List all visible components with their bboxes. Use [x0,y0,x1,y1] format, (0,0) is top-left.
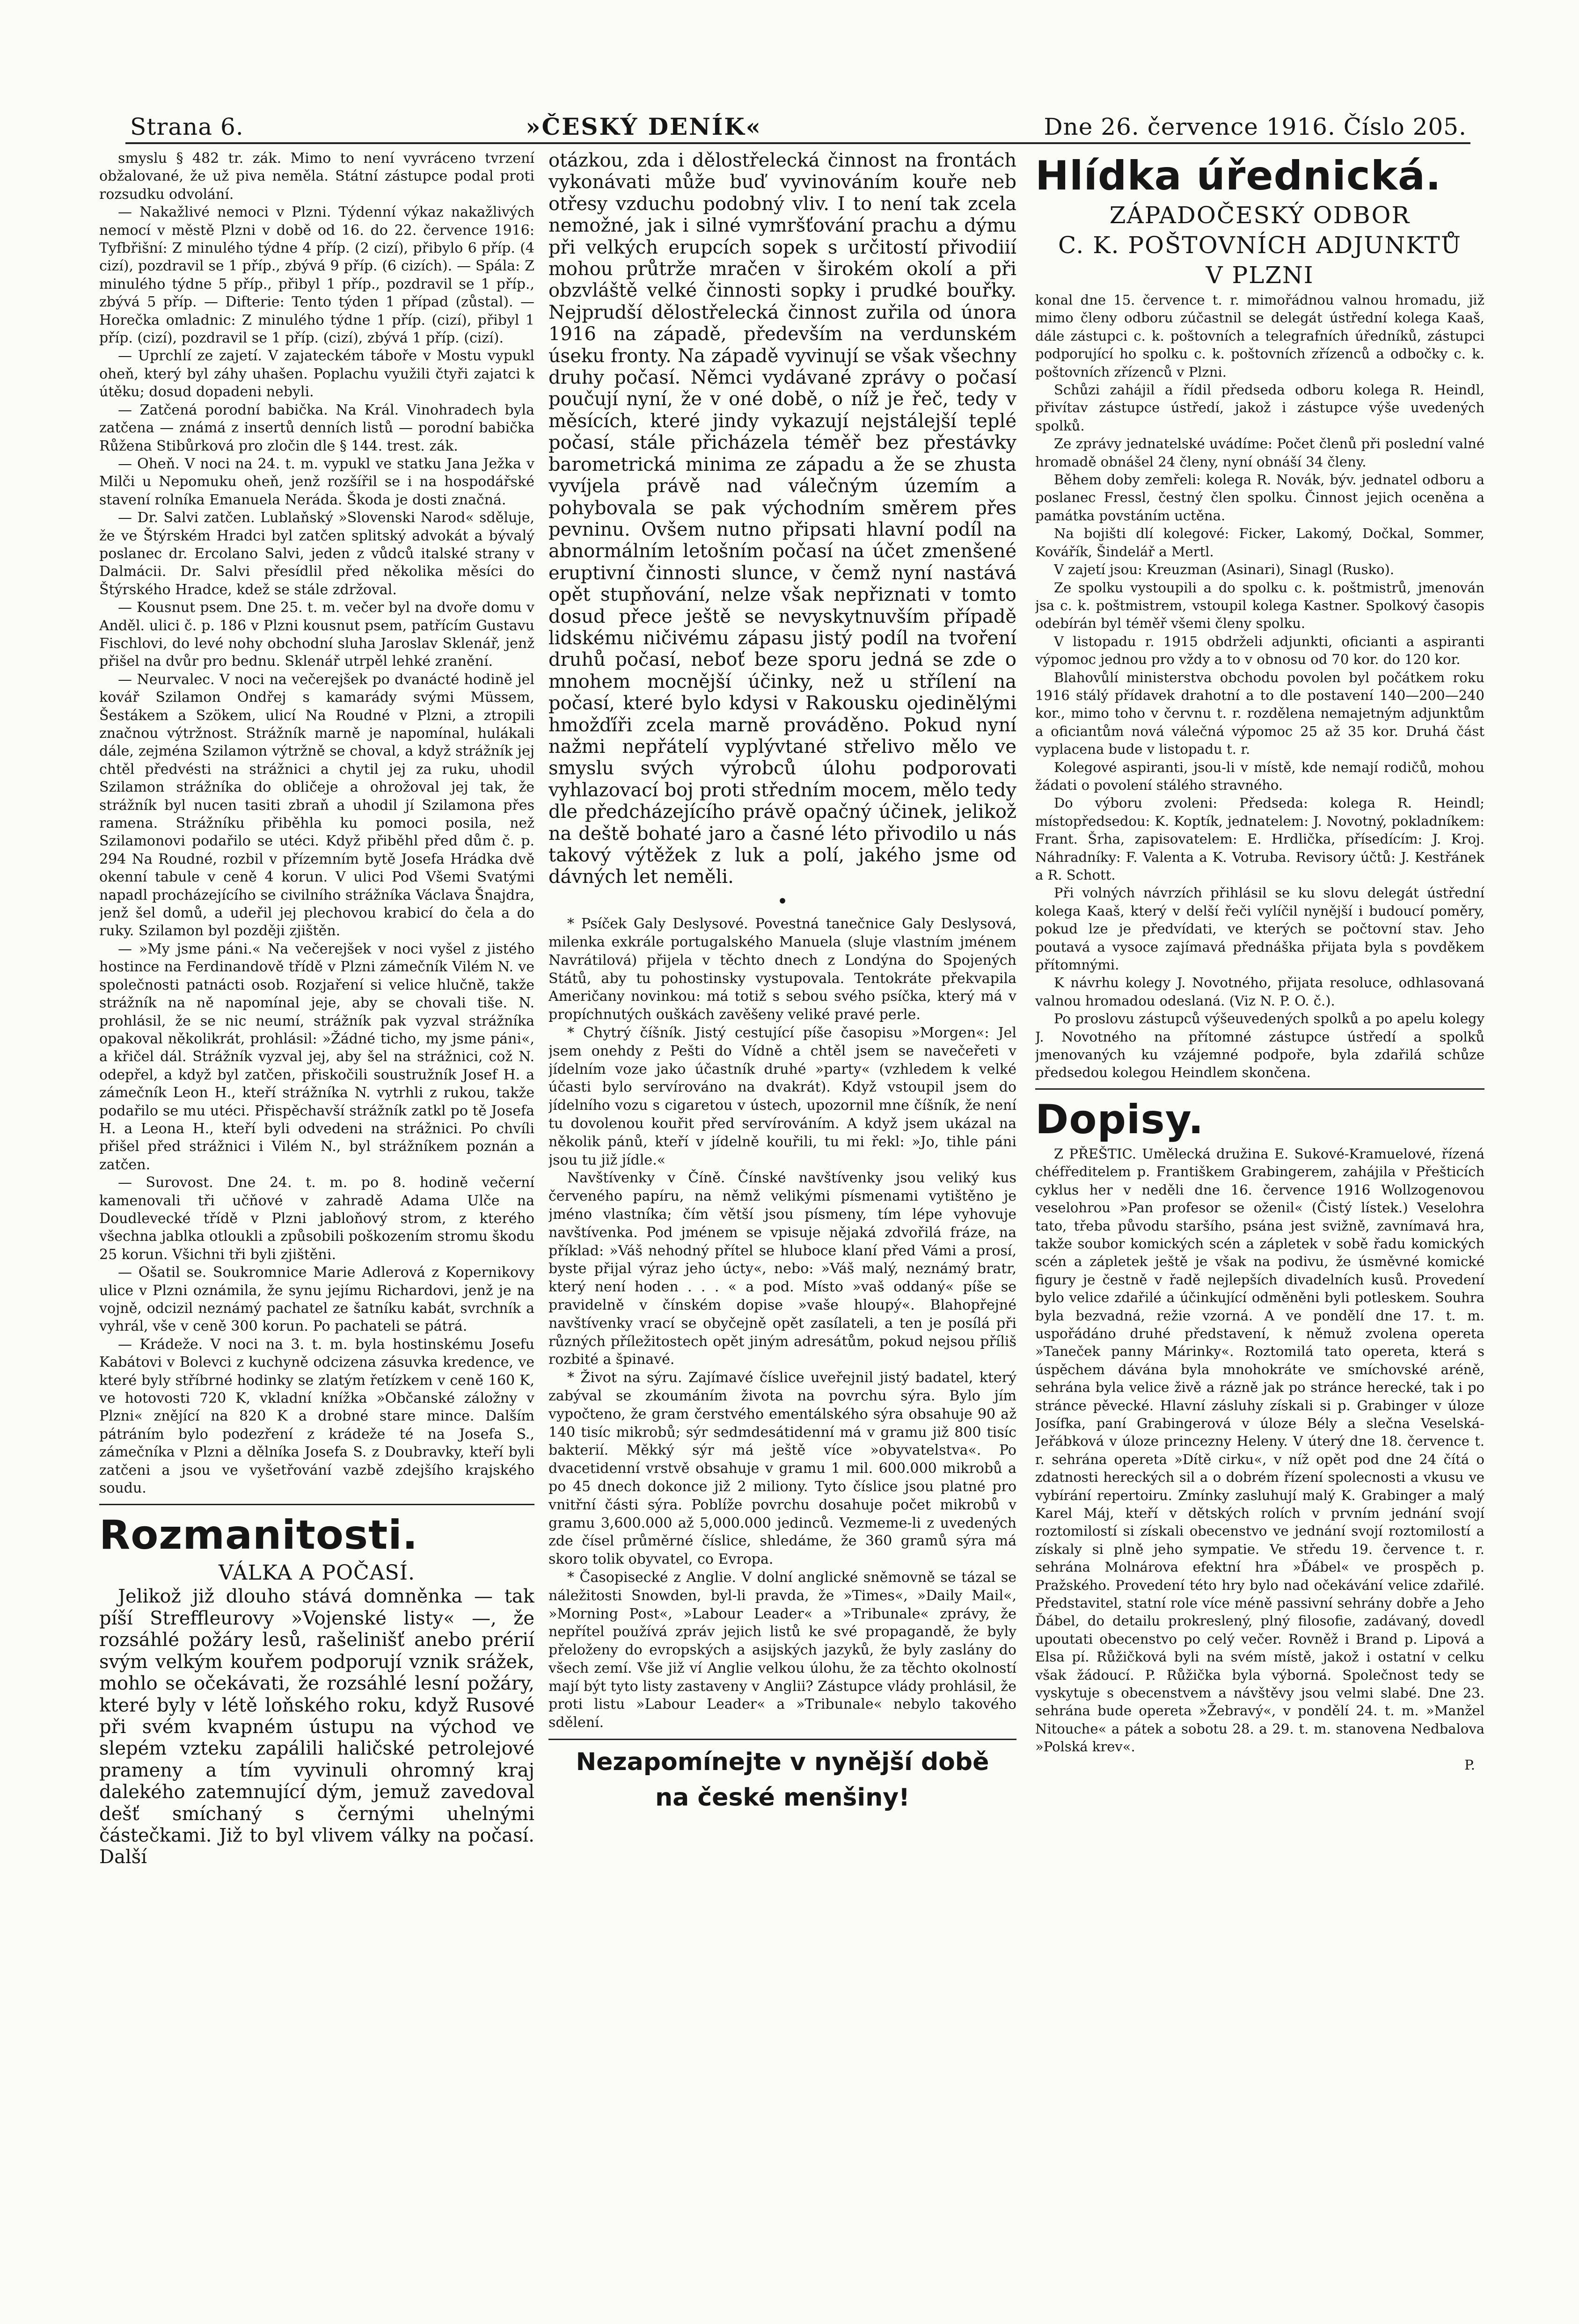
news-item: — Kousnut psem. Dne 25. t. m. večer byl na dvoře domu v Anděl. ulici č. p. 186 v Plzni kousnut psem, patřícím Gustavu Fischlovi, do levé nohy obchodní sluha Jaroslav Sklenář, jenž přišel na dvůr pro bednu. Sklenář utrpěl lehké zranění. [99,599,534,670]
news-item: * Časopisecké z Anglie. V dolní anglické sněmovně se tázal se náležitosti Snowden, byl-li pravda, že »Times«, »Daily Mail«, »Morning Post«, »Labour Leader« a »Tribunale« zprávy, že nepřítel používá zpráv jejich listů ke své propagandě, že byly přeloženy do evropských a asijských jazyků, že byly zaslány do všech zemí. Vše již ví Anglie velkou úlohu, že za těchto okolností mají být tyto listy zastaveny v Anglii? Zástupce vlády prohlásil, že proti listu »Labour Leader« a »Tribunale« nebylo takového sdělení. [548,1569,1016,1731]
news-item: smyslu § 482 tr. zák. Mimo to není vyvráceno tvrzení obžalované, že už piva neměla. Státní zástupce podal proti rozsudku odvolání. [99,150,534,203]
report-paragraph: Ze zprávy jednatelské uvádíme: Počet členů při poslední valné hromadě obnášel 24 členy, nyní obnáší 34 členy. [1035,436,1484,470]
news-item: — Dr. Salvi zatčen. Lublaňský »Slovenski Narod« sděluje, že ve Štýrském Hradci byl zatčen splitský advokát a bývalý poslanec dr. Ercolano Salvi, jeden z vůdců italské strany v Dalmácii. Dr. Salvi přesídlil před několika měsíci do Štýrského Hradce, kdež se stále zdržoval. [99,510,534,598]
article-continuation: otázkou, zda i dělostřelecká činnost na frontách vykonávati může buď vyvinováním kouře neb otřesy vzduchu podobný vliv. I to není tak zcela nemožné, jak i silné vymršťování prachu a dýmu při velkých erupcích sopek s určitostí přivodiií mohou průtrže mračen v širokém okolí a při obzvláště velké činnosti sopky i prudké bouřky. Nejprudší dělostřelecká činnost zuřila od února 1916 na západě, především na verdunském úseku fronty. Na západě vyvinují se však všechny druhy počasí. Němci vydávané zprávy o počasí poučují nyní, že v oné době, o níž je řeč, tedy v měsících, které jindy vykazují nejstálejší teplé počasí, stále přicházela téměř bez přestávky barometrická minima ze západu a že se zhusta vyvíjela právě nad válečným územím a pohybovala se pak východním směrem přes pevninu. Ovšem nutno připsati hlavní podíl na abnormálním letošním počasí na účet zmenšené eruptivní činnosti slunce, v čemž nyní nastává opět stupňování, nelze však nepřiznati v tomto dosud přece ještě se nevyskytnuvším případě lidskému ničivému zápasu jistý podíl na tvoření druhů počasí, neboť beze sporu jedná se zde o mnohem mocnější účinky, než u střílení na počasí, které bylo kdysi v Rakousku ojedinělými hmožďíři zcela marně prováděno. Pokud nyní nažmi nepřátelí vyplývtané střelivo mělo ve smyslu svých výrobců úlohu podporovati vyhlazovací boj proti středním mocem, mělo tedy dle předcházejícího právě opačný účinek, jelikož na deště bohaté jaro a časné léto přivodilo u nás takový výtěžek z luk a polí, jakého jsme od dávných let neměli. [548,150,1016,888]
news-item: Navštívenky v Číně. Čínské navštívenky jsou veliký kus červeného papíru, na němž velikými písmenami vytištěno je jméno vlastníka; čím větší jsou písmeny, tím lépe vyhovuje navštívenka. Pod jménem se vpisuje nějaká zdvořilá fráze, na příklad: »Váš nehodný přítel se hluboce klaní před Vámi a prosí, byste přijal výraz jeho úcty«, nebo: »Váš malý, neznámý bratr, který není hoden . . . « a pod. Místo »vaš oddaný« píše se pravidelně v čínském dopise »vaše hloupý«. Blahopřejné navštívenky vrací se obyčejně opět zasílateli, a ten je posílá při různých příležitostech opět jiným adresátům, pokud nejsou příliš rozbité a špinavé. [548,1170,1016,1368]
news-item: * Život na sýru. Zajímavé číslice uveřejnil jistý badatel, který zabýval se zkoumáním života na povrchu sýra. Bylo jím vypočteno, že gram čerstvého ementálského sýra obsahuje 90 až 140 tisíc mikrobů; sýr sedmdesátidenní má v gramu již 800 tisíc bakterií. Měkký sýr má ještě více »obyvatelstva«. Po dvacetidenní vrstvě obsahuje v gramu 1 mil. 600.000 mikrobů a po 45 dnech dokonce již 2 miliony. Tyto číslice jsou platné pro vnitřní části sýra. Poblíže povrchu dosahuje počet mikrobů v gramu 3,600.000 až 5,000.000 jedinců. Vezmeme-li z uvedených zde čísel průměrné číslice, shledáme, že 360 gramů sýra má skoro tolik obyvatel, co Evropa. [548,1370,1016,1568]
appeal-line-2: na české menšiny! [655,1784,910,1812]
report-paragraph: Do výboru zvoleni: Předseda: kolega R. Heindl; místopředsedou: K. Koptík, jednatelem: J. Novotný, pokladníkem: Frant. Šrha, zapisovatelem: E. Hrdlička, přísedícím: J. Kroj. Náhradníky: F. Valenta a K. Votruba. Revisory účtů: J. Kestřánek a R. Schott. [1035,795,1484,883]
news-item: — Surovost. Dne 24. t. m. po 8. hodině večerní kamenovali tři učňové v zahradě Adama Ulče na Doudlevecké třídě v Plzni jabloňový strom, z kterého všechna jablka otloukli a způsobili poškozením stromu škodu 25 korun. Všichni tři byli zjištěni. [99,1174,534,1263]
news-item: — Zatčená porodní babička. Na Král. Vinohradech byla zatčena — známá z insertů denních listů — porodní babička Růžena Stibůrková pro zločin dle § 144. trest. zák. [99,401,534,454]
report-paragraph: Schůzi zahájil a řídil předseda odboru kolega R. Heindl, přivítav zástupce ústředí, jakož i zástupce výše uvedených spolků. [1035,382,1484,434]
news-item: * Psíček Galy Deslysové. Povestná tanečnice Galy Deslysová, milenka exkrále portugalského Manuela (sluje vlastním jménem Navrátilová) přijela v těchto dnech z Londýna do Spojených Států, aby tu pohostinsky vystupovala. Tentokráte překvapila Američany novinkou: má totiž s sebou svého psíčka, který má v propíchnutých ouškách zavěšeny veliké pravé perle. [548,916,1016,1023]
news-item: — Ošatil se. Soukromnice Marie Adlerová z Kopernikovy ulice v Plzni oznámila, že synu jejímu Richardovi, jenž je na vojně, odcizil neznámý pachatel ze šatníku kabát, svrchník a vyhrál, vše v ceně 300 korun. Po pachateli se pátrá. [99,1264,534,1335]
news-item: — »My jsme páni.« Na večerejšek v noci vyšel z jistého hostince na Ferdinandově třídě v Plzni zámečník Vilém N. ve společnosti patnácti osob. Rozjaření si velice hlučně, takže strážník na ně napomínal jeje, aby se chovali tiše. N. prohlásil, že se nic neumí, strážník pak vyzval strážníka opakoval několikrát, prohlásil: »Žádné ticho, my jsme páni«, a křičel dál. Strážník vyzval jej, aby šel na strážnici, což N. odepřel, a když byl zatčen, přiskočili soustružník Josef H. a zámečník Leon H., kteří strážníka N. vytrhli z rukou, takže podařilo se mu utéci. Přispěchavší strážník zatkl po tě Josefa H. a Leona H., kteří byli odvedeni na strážnici. Po chvíli přišel před strážnici i Vilém N., byl strážníkem poznán a zatčen. [99,940,534,1173]
news-item: — Neurvalec. V noci na večerejšek po dvanácté hodině jel kovář Szilamon Ondřej s kamarády svými Müssem, Šestákem a Szökem, ulicí Na Roudné v Plzni, a ztropili značnou výtržnost. Strážník marně je napomínal, hulákali dále, zejména Szilamon výtržně se choval, a když strážník jej chtěl předvésti na strážnici a chytil jej za ruku, uhodil Szilamon strážníka do obličeje a ohrožoval jej tak, že strážník byl nucen tasiti zbraň a uhodil jí Szilamona přes ramena. Strážníku přiběhla ku pomoci posila, než Szilamonovi podařilo se utéci. Když přiběhl před dům č. p. 294 Na Roudné, rozbil v přízemním bytě Josefa Hrádka dvě okenní tabule v ceně 4 korun. V ulici Pod Všemi Svatými napadl procházejícího se civilního strážníka Václava Šnajdra, jenž šel domů, a udeřil jej plechovou krabicí do čela a do ruky. Szilamon byl později zjištěn. [99,671,534,940]
section-divider [548,1739,1016,1740]
page-header [130,107,1467,140]
column-3 [1035,150,1484,2302]
subheading-1: ZÁPADOČESKÝ ODBOR [1109,202,1411,229]
report-paragraph: V zajetí jsou: Kreuzman (Asinari), Sinagl (Rusko). [1054,561,1395,578]
section-divider [99,1504,534,1505]
page-number: Strana 6. [130,113,244,140]
report-paragraph: Během doby zemřeli: kolega R. Novák, býv. jednatel odboru a poslanec Fressl, čestný člen spolku. Činnost jejich oceněna a památka povstáním uctěna. [1035,472,1484,524]
report-paragraph: Ze spolku vystoupili a do spolku c. k. poštmistrů, jmenován jsa c. k. poštmistrem, vstoupil kolega Kastner. Spolkový časopis odebírán byl téměř všemi členy spolku. [1035,579,1484,632]
section-heading-dopisy: Dopisy. [1035,1096,1204,1143]
section-heading-rozmanitosti: Rozmanitosti. [99,1512,418,1559]
report-paragraph: V listopadu r. 1915 obdrželi adjunkti, oficianti a aspiranti výpomoc jednou pro vždy a to v obnosu od 70 kor. do 120 kor. [1035,633,1484,668]
column-2 [548,150,1016,2269]
appeal-line-1: Nezapomínejte v nynější době [576,1748,989,1777]
subheading-2: C. K. POŠTOVNÍCH ADJUNKTŮ [1058,232,1462,259]
separator-dot: • [777,890,788,912]
subheading-3: V PLZNI [1206,262,1314,289]
signature: P. [1464,1756,1475,1773]
section-heading-hlidka: Hlídka úřednická. [1035,153,1441,199]
news-item: — Uprchlí ze zajetí. V zajateckém táboře v Mostu vypukl oheň, který byl záhy uhašen. Poplachu využili čtyři zajatci k útěku; dosud dopadeni nebyli. [99,348,534,401]
article-body: Jelikož již dlouho stává domněnka — tak píší Streffleurovy »Vojenské listy« —, že rozsáhlé požáry lesů, rašelinišť anebo prérií svým velkým kouřem podporují vznik srážek, mohlo se očekávati, že rozsáhlé lesní požáry, které byly v létě loňského roku, když Rusové při svém kvapném ústupu na východ ve slepém vzteku zapálili haličské petrolejové prameny a tím vyvinuli ohromný kraj dalekého zatemnující dým, jemuž zavedoval dešť smíchaný s černými uhelnými částečkami. Již to byl vlivem války na počasí. Další [99,1586,534,1868]
article-title: VÁLKA A POČASÍ. [218,1561,416,1585]
letter-body: Z PŘEŠTIC. Umělecká družina E. Sukové-Kramuelové, řízená chéfředitelem p. Františkem Grabingerem, zahájila v Přešticích cyklus her v neděli dne 16. července 1916 Wollzogenovou veselohrou »Pan profesor se oženil« (Čistý lístek.) Veselohra tato, třeba původu staršího, psána jest svižně, zavnímavá hra, takže soubor komických scén a zápletek v sobě řadu komických scén a zápletek ještě je však na podivu, že úsměvné komické figury je čestně v řadě nejlepších divadelních kusů. Provedení bylo velice zdařilé a účinkující odměněni byli potleskem. Souhra byla bezvadná, režie vzorná. A ve pondělí dne 17. t. m. uspořádáno druhé představení, k němuž zvolena opereta »Taneček panny Márinky«. Roztomilá tato opereta, která s úspěchem dávána byla mnohokráte ve smíchovské aréně, sehrána byla velice živě a rázně jak po stránce herecké, tak i po stránce pěvecké. Hlavní zásluhy získali si p. Grabinger v úloze Josífka, paní Grabingerová v úloze Bély a slečna Veselská-Jeřábková v úloze princezny Heleny. V úterý dne 18. července t. r. sehrána opereta »Dítě cirku«, v níž opět pod dne 24 čítá o zdatnosti hereckých sil a o dobrém řízení spolecnosti a vkusu ve vybírání repertoiru. Zmínky zasluhují malý K. Grabinger a malý Karel Máj, kteří v dětských rolích v prvním jednání svojí roztomilostí si získali obecenstvo ve jednání svojí roztomilostí a získaly si plně jeho sympatie. Ve středu 19. července t. r. sehrána Molnárova efektní hra »Ďábel« ve prospěch p. Pražského. Provedení této hry bylo nad očekávání velice zdařilé. Představitel, statní role více méně passivní sehrány dobře a Jeho Ďábel, do detailu prokreslený, plný filosofie, zadávaný, dovedl upoutati obecenstvo po celý večer. Rovněž i Brand p. Lipová a Elsa pí. Růžičková byli na svém místě, jakož i ostatní v celku však žádoucí. P. Růžička byla výborná. Společnost tedy se vyskytuje s obecenstvem a návštěvy jsou velmi slabé. Dne 23. sehrána bude opereta »Žebravý«, v pondělí 24. t. m. »Manžel Nitouche« a pátek a sobotu 28. a 29. t. m. stanovena Nedbalova »Polská krev«. [1035,1145,1484,1755]
newspaper-title: »ČESKÝ DENÍK« [526,113,762,140]
report-paragraph: konal dne 15. července t. r. mimořádnou valnou hromadu, již mimo členy odboru zúčastnil se delegát ústřední kolega Kaaš, dále zástupci c. k. poštovních a telegrafních úředníků, zástupci podporující ho spolku c. k. poštovních zřízenců a odbočky c. k. poštovních zřízenců v Plzni. [1035,292,1484,380]
column-1 [99,150,534,2316]
report-paragraph: Na bojišti dlí kolegové: Ficker, Lakomý, Dočkal, Sommer, Kovářík, Šindelář a Mertl. [1035,525,1484,560]
report-paragraph: Po proslovu zástupců výšeuvedených spolků a po apelu kolegy J. Novotného na přítomné zástupce ústředí a spolků jmenovaných ku vzájemné podpoře, byla zdařilá schůze předsedou kolegou Heindlem skončena. [1035,1011,1484,1081]
section-divider [1035,1088,1484,1090]
report-paragraph: Blahovůlí ministerstva obchodu povolen byl počátkem roku 1916 stálý přídavek drahotní a to dle postavení 140—200—240 kor., mimo toho v červnu t. r. rozdělena nemajetným adjunktům a oficiantům nová válečná výpomoc 25 až 35 kor. Druhá část vyplacena bude v listopadu t. r. [1035,669,1484,758]
report-paragraph: K návrhu kolegy J. Novotného, přijata resoluce, odhlasovaná valnou hromadou odeslaná. (Viz N. P. O. č.). [1035,975,1484,1009]
news-item: — Nakažlivé nemoci v Plzni. Týdenní výkaz nakažlivých nemocí v městě Plzni v době od 16. do 22. července 1916: Tyfbřišní: Z minulého týdne 4 příp. (2 cizí), přibylo 6 příp. (4 cizí), pozdravil se 1 příp., zbývá 9 příp. (6 cizích). — Spála: Z minulého týdne 5 příp., přibyl 1 příp., pozdravil se 1 příp., zbývá 5 příp. — Difterie: Tento týden 1 případ (zůstal). — Horečka omladnic: Z minulého týdne 1 příp. (cizí), přibyl 1 příp. (cizí), pozdravil se 1 příp. (cizí), zbývá 1 příp. (cizí). [99,204,534,347]
header-rule [125,142,1470,144]
report-paragraph: Kolegové aspiranti, jsou-li v místě, kde nemají rodičů, mohou žádati o povolení stálého stravného. [1035,759,1484,793]
news-item: — Krádeže. V noci na 3. t. m. byla hostinskému Josefu Kabátovi v Bolevci z kuchyně odcizena zásuvka kredence, ve které byly stříbrné hodinky se zlatým řetízkem v ceně 160 K, ve hotovosti 720 K, vkladní knížka »Občanské záložny v Plzni« znějící na 820 K a drobné stare mince. Dalším pátráním bylo podezření z krádeže té na Josefa S., zámečníka v Plzni a dělníka Josefa S. z Doubravky, kteří byli zatčeni a jsou ve vyšetřování vazbě zdejšího krajského soudu. [99,1336,534,1497]
issue-date-number: Dne 26. července 1916. Číslo 205. [1044,113,1467,140]
report-paragraph: Při volných návrzích přihlásil se ku slovu delegát ústřední kolega Kaaš, který v delší řeči vylíčil nynější i budoucí poměry, pokud lze je předvídati, ve kterých se počtovní stav. Jeho poutavá a vysoce zajímavá přednáška přijata byla s povděkem přítomnými. [1035,885,1484,973]
news-item: * Chytrý číšník. Jistý cestující píše časopisu »Morgen«: Jel jsem onehdy z Pešti do Vídně a chtěl jsem se navečeřeti v jídelním voze jako účastník druhé »party« (vzhledem k velké účasti bylo servírováno na dvakrát). Když vstoupil jsem do jídelního vozu s cigaretou v ústech, upozornil mne číšník, že není tu dovolenou kouřit před servírováním. A když jsem ukázal na několik pánů, kteří v jídelně kouřili, tu mi řekl: »Jo, tihle páni jsou tu již jídle.« [548,1025,1016,1168]
news-item: — Oheň. V noci na 24. t. m. vypukl ve statku Jana Ježka v Milči u Nepomuku oheň, jenž rozšířil se i na hospodářské stavení rolníka Emanuela Neráda. Škoda je dosti značná. [99,455,534,508]
